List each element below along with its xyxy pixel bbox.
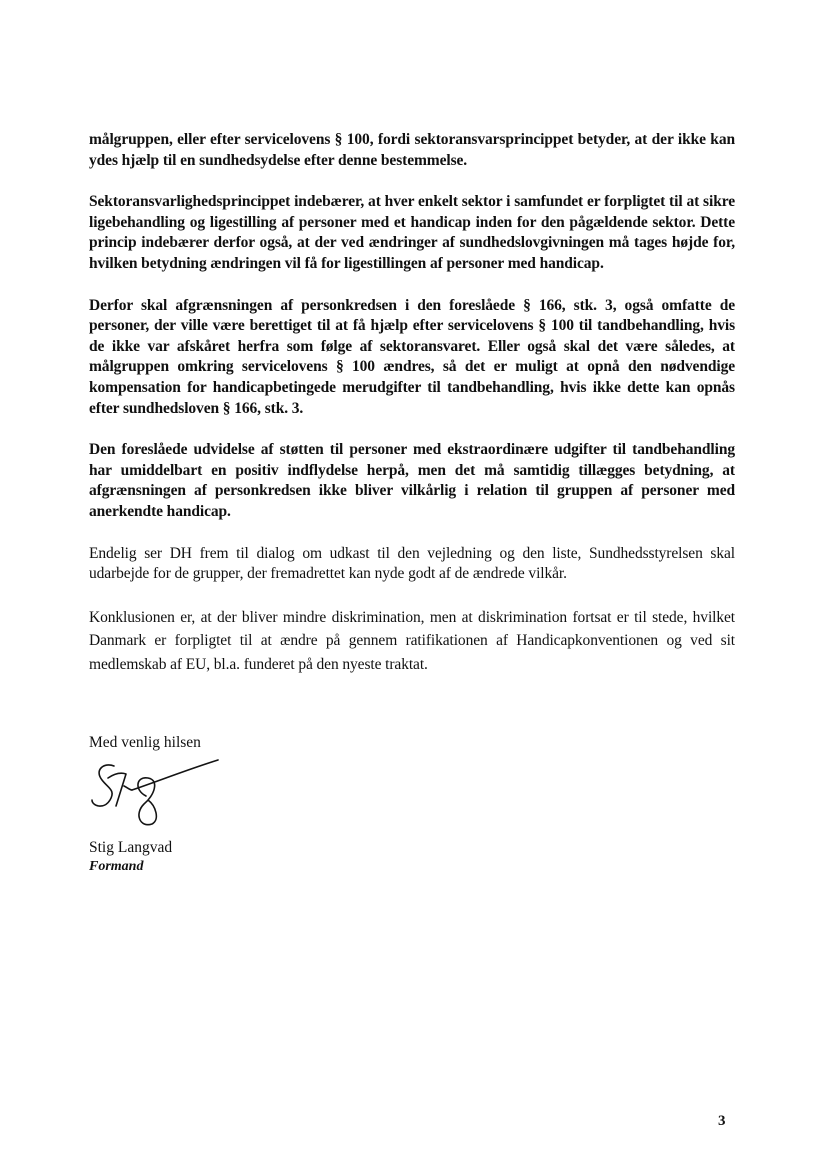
paragraph-1: målgruppen, eller efter servicelovens § 100, fordi sektoransvarsprincippet betyder, at der ikke kan ydes hjælp til en sundhedsydelse efter denne bestemmelse.: [89, 131, 735, 169]
signature-icon: [86, 756, 226, 834]
paragraph-3: Derfor skal afgrænsningen af personkredsen i den foreslåede § 166, stk. 3, også omfatte de personer, der ville være berettiget til at få hjælp efter servicelovens § 100 til tandbehandling, hvis de ikke var afskåret herfra som følge af sektoransvaret. Eller også skal det være således, at målgruppen omkring servicelovens § 100 ændres, så det er muligt at opnå den nødvendige kompensation for handicapbetingede merudgifter til tandbehandling, hvis ikke dette kan opnås efter sundhedsloven § 166, stk. 3.: [89, 296, 735, 417]
paragraph-6: Konklusionen er, at der bliver mindre diskrimination, men at diskrimination fortsat er til stede, hvilket Danmark er forpligtet til at ændre på gennem ratifikationen af Handicapkonventionen og ved sit medlemskab af EU, bl.a. funderet på den nyeste traktat.: [89, 608, 735, 673]
signer-title: Formand: [89, 859, 144, 874]
letter-body: [89, 130, 735, 676]
signer-name: Stig Langvad: [89, 839, 173, 856]
paragraph-2: Sektoransvarlighedsprincippet indebærer, at hver enkelt sektor i samfundet er forpligtet til at sikre ligebehandling og ligestilling af personer med et handicap inden for den pågældende sektor. Dette princip indebærer derfor også, at der ved ændringer af sundhedslovgivningen må tages højde for, hvilken betydning ændringen vil få for ligestillingen af personer med handicap.: [89, 193, 735, 272]
closing-salutation: Med venlig hilsen: [89, 734, 201, 751]
paragraph-4: Den foreslåede udvidelse af støtten til personer med ekstraordinære udgifter til tandbehandling har umiddelbart en positiv indflydelse herpå, men det må samtidig tillægges betydning, at afgrænsningen af personkredsen ikke bliver vilkårlig i relation til gruppen af personer med anerkendte handicap.: [89, 441, 735, 520]
paragraph-5: Endelig ser DH frem til dialog om udkast til den vejledning og den liste, Sundhedsstyrelsen skal udarbejde for de grupper, der fremadrettet kan nyde godt af de ændrede vilkår.: [89, 544, 735, 583]
page-number: 3: [718, 1113, 726, 1129]
